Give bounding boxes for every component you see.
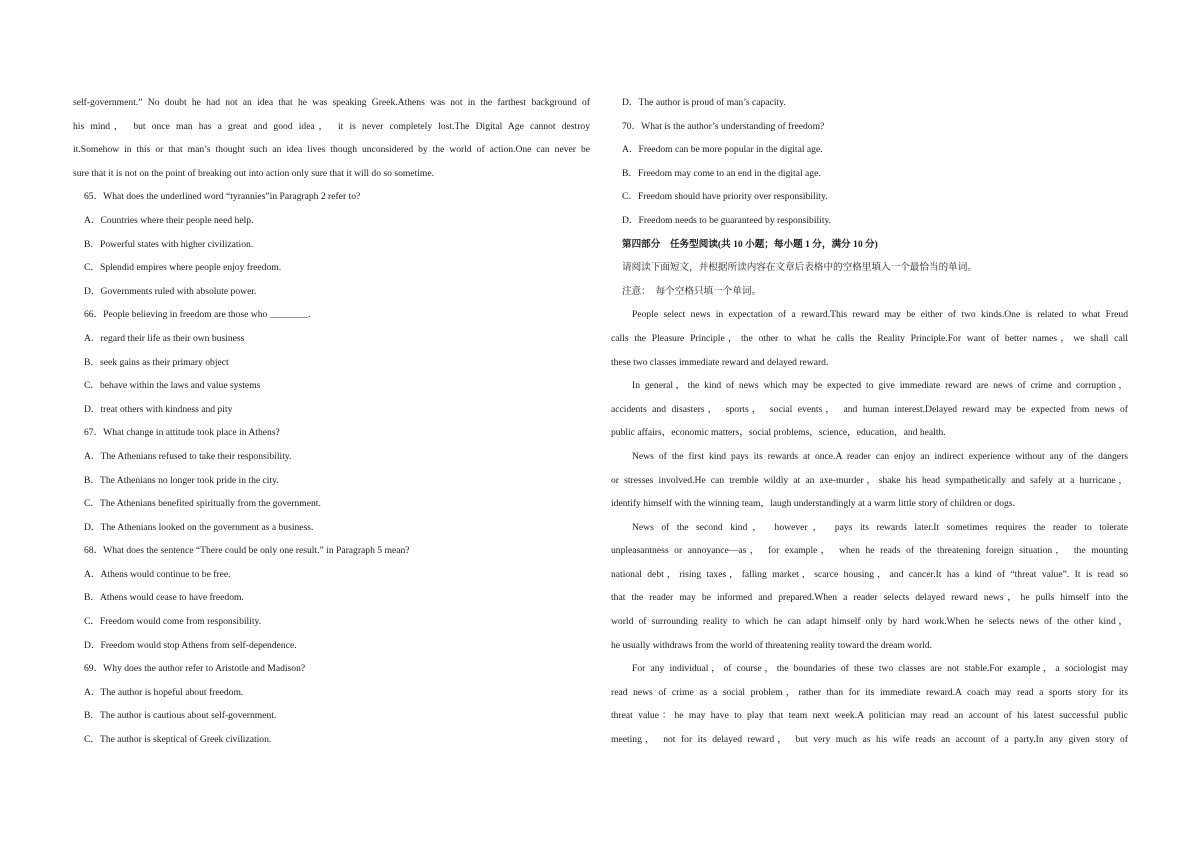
passage-line: For any individual，of course，the boundaries of these two classes are not stable.For example，a sociologist may xyxy=(632,663,1128,675)
question-70 xyxy=(611,115,1128,233)
option: A．The author is hopeful about freedom. xyxy=(84,686,244,698)
passage-line: that the reader may be informed and prepared.When a reader selects delayed reward news，he pulls himself into the xyxy=(611,592,1128,604)
passage-line: public affairs，economic matters，social problems，science，education，and health. xyxy=(611,427,946,439)
passage-line: accidents and disasters， sports， social events， and human interest.Delayed reward may be expected from news of xyxy=(611,403,1128,415)
question-stem: 66．People believing in freedom are those who ________. xyxy=(84,309,311,321)
paragraph-2 xyxy=(611,374,1128,445)
passage-line: meeting， not for its delayed reward， but very much as his wife reads an account of a party.In any given story of xyxy=(611,734,1128,746)
passage-line: In general，the kind of news which may be expected to give immediate reward are news of crime and corruption， xyxy=(632,380,1128,392)
option: B．Freedom may come to an end in the digital age. xyxy=(622,167,821,179)
question-68 xyxy=(73,539,590,657)
passage-line: sure that it is not on the point of breaking out into action only sure that it will do so sometime. xyxy=(73,167,435,179)
option: C．behave within the laws and value systems xyxy=(84,380,261,392)
passage-line: world of surrounding reality to which he can adapt himself only by hard work.When he selects news of the other kind， xyxy=(611,616,1128,628)
paragraph-5 xyxy=(611,657,1128,751)
option: C．Splendid empires where people enjoy freedom. xyxy=(84,262,282,274)
option: C．Freedom would come from responsibility. xyxy=(84,616,262,628)
option: D．The Athenians looked on the government as a business. xyxy=(84,521,314,533)
question-69 xyxy=(73,657,590,751)
paragraph-1 xyxy=(611,303,1128,374)
option: B．seek gains as their primary object xyxy=(84,356,229,368)
note-text: 注意： 每个空格只填一个单词。 xyxy=(622,285,762,297)
option: A．The Athenians refused to take their responsibility. xyxy=(84,450,292,462)
passage-line: threat value：he may have to play that team next week.A politician may read an account of his latest successful public xyxy=(611,710,1128,722)
reading-passage xyxy=(611,303,1128,751)
option: C．The Athenians benefited spiritually from the government. xyxy=(84,498,321,510)
question-67 xyxy=(73,421,590,539)
question-stem: 65．What does the underlined word “tyrannies”in Paragraph 2 refer to? xyxy=(84,191,361,203)
left-column xyxy=(73,91,590,752)
section-title: 第四部分 任务型阅读(共 10 小题；每小题 1 分，满分 10 分) xyxy=(622,238,878,250)
passage-line: he usually withdraws from the world of threatening reality toward the dream world. xyxy=(611,639,933,651)
right-column xyxy=(611,91,1128,752)
option: B．The author is cautious about self-government. xyxy=(84,710,277,722)
passage-line: identify himself with the winning team，laugh understandingly at a warm little story of children or dogs. xyxy=(611,498,1015,510)
option: B．Athens would cease to have freedom. xyxy=(84,592,244,604)
passage-line: unpleasantness or annoyance—as， for example， when he reads of the threatening foreign situation， the mounting xyxy=(611,545,1128,557)
option: D．Freedom would stop Athens from self-dependence. xyxy=(84,639,297,651)
passage-line: these two classes immediate reward and delayed reward. xyxy=(611,356,829,368)
passage-line: calls the Pleasure Principle，the other to what he calls the Reality Principle.For want of better names，we shall call xyxy=(611,332,1128,344)
paragraph-4 xyxy=(611,516,1128,658)
question-65 xyxy=(73,185,590,303)
passage-line: or stresses involved.He can tremble wildly at an axe-murder，shake his head sympathetically and safely at a hurricane， xyxy=(611,474,1128,486)
question-stem: 67．What change in attitude took place in Athens? xyxy=(84,427,280,439)
passage-line: national debt，rising taxes，falling market，scarce housing，and cancer.It has a kind of “threat value”. It is read so xyxy=(611,568,1128,580)
option: C．The author is skeptical of Greek civilization. xyxy=(84,734,272,746)
passage-line: self-government.” No doubt he had not an idea that he was speaking Greek.Athens was not in the farthest background of xyxy=(73,97,590,108)
option: C．Freedom should have priority over responsibility. xyxy=(622,191,828,203)
option: A．Athens would continue to be free. xyxy=(84,568,231,580)
question-stem: 70．What is the author’s understanding of freedom? xyxy=(622,120,825,132)
passage-line: People select news in expectation of a reward.This reward may be either of two kinds.One is related to what Freud xyxy=(632,309,1128,321)
passage-line: his mind， but once man has a great and good idea， it is never completely lost.The Digital Age cannot destroy xyxy=(73,120,590,132)
question-stem: 68．What does the sentence “There could be only one result.” in Paragraph 5 mean? xyxy=(84,545,410,557)
paragraph-3 xyxy=(611,445,1128,516)
question-66 xyxy=(73,303,590,421)
passage-line: it.Somehow in this or that man’s thought such an idea lives though unconsidered by the world of action.One can never be xyxy=(73,144,590,156)
option: D．The author is proud of man’s capacity. xyxy=(622,97,786,108)
passage-line: News of the second kind， however， pays its rewards later.It sometimes requires the reader to tolerate xyxy=(632,521,1128,533)
question-stem: 69．Why does the author refer to Aristotle and Madison? xyxy=(84,663,306,675)
option: D．Governments ruled with absolute power. xyxy=(84,285,257,297)
instruction-text: 请阅读下面短文，并根据所读内容在文章后表格中的空格里填入一个最恰当的单词。 xyxy=(622,262,977,274)
option: A．Countries where their people need help. xyxy=(84,214,254,226)
option: D．treat others with kindness and pity xyxy=(84,403,233,415)
option: B．Powerful states with higher civilization. xyxy=(84,238,254,250)
passage-line: News of the first kind pays its rewards at once.A reader can enjoy an indirect experience without any of the dangers xyxy=(632,450,1128,462)
passage-line: read news of crime as a social problem，rather than for its immediate reward.A coach may read a sports story for its xyxy=(611,686,1128,698)
passage-continuation xyxy=(73,91,590,185)
option: A．Freedom can be more popular in the digital age. xyxy=(622,144,823,156)
option: A．regard their life as their own business xyxy=(84,332,245,344)
option: B．The Athenians no longer took pride in the city. xyxy=(84,474,279,486)
option: D．Freedom needs to be guaranteed by responsibility. xyxy=(622,214,832,226)
